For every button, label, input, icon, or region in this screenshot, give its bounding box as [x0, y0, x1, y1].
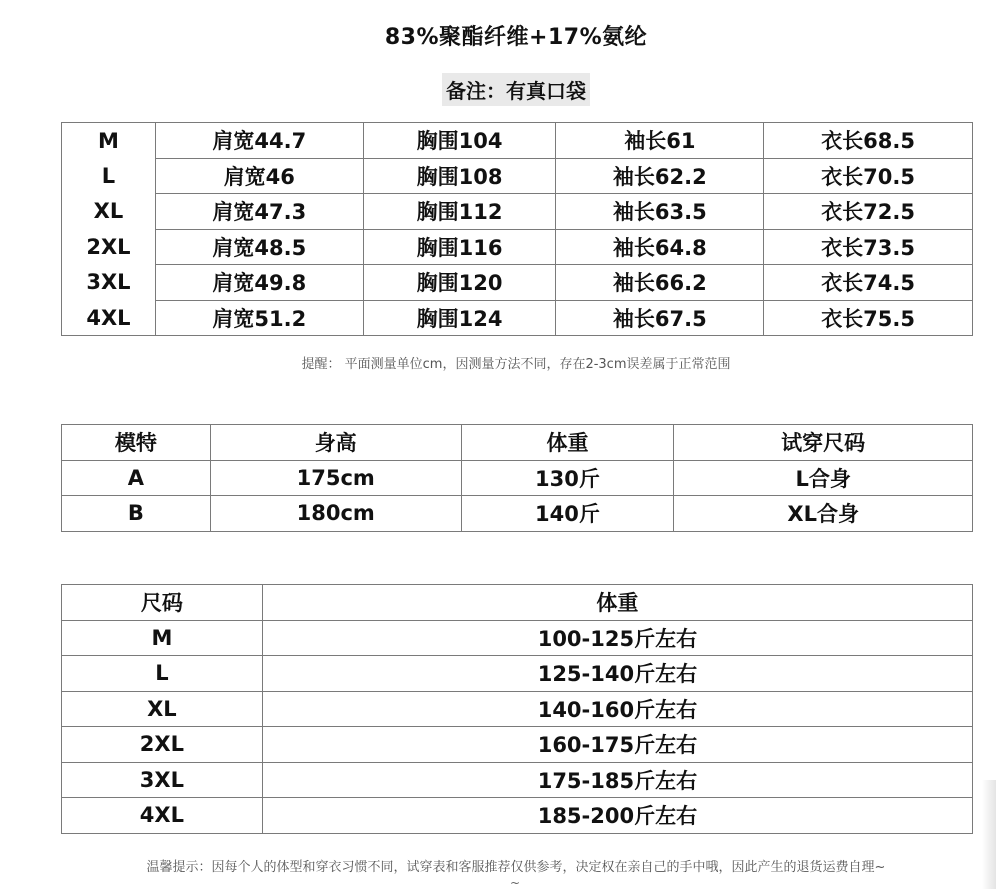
table-row: [62, 691, 973, 727]
size-label: M: [62, 123, 156, 159]
table-row: [62, 496, 973, 532]
weight-range: 125-140斤左右: [262, 656, 972, 692]
header-height: 身高: [210, 425, 461, 461]
model-weight: 140斤: [461, 496, 674, 532]
model-label: B: [62, 496, 211, 532]
sleeve-length: 袖长62.2: [556, 158, 764, 194]
header-weight: 体重: [262, 585, 972, 621]
table-row: [62, 727, 973, 763]
garment-length: 衣长74.5: [764, 265, 973, 301]
sleeve-length: 袖长61: [556, 123, 764, 159]
size-label: L: [62, 656, 263, 692]
model-height: 175cm: [210, 460, 461, 496]
shoulder-width: 肩宽49.8: [155, 265, 363, 301]
table-row: [62, 265, 973, 301]
table-header-row: [62, 425, 973, 461]
tip-tilde: ~: [510, 876, 521, 890]
table-row: [62, 158, 973, 194]
table-row: [62, 656, 973, 692]
size-measurement-table: [61, 122, 973, 336]
table-row: [62, 194, 973, 230]
model-fit-table: [61, 424, 973, 532]
size-label: 3XL: [62, 265, 156, 301]
chest: 胸围124: [363, 300, 556, 336]
header-fit-size: 试穿尺码: [674, 425, 973, 461]
material-title: 83%聚酯纤维+17%氨纶: [384, 25, 648, 50]
measurement-reminder: 提醒： 平面测量单位cm，因测量方法不同，存在2-3cm误差属于正常范围: [301, 357, 731, 372]
shoulder-width: 肩宽51.2: [155, 300, 363, 336]
warm-tip: 温馨提示：因每个人的体型和穿衣习惯不同，试穿表和客服推荐仅供参考，决定权在亲自己的手中哦，因此产生的退货运费自理~: [146, 860, 886, 875]
garment-length: 衣长68.5: [764, 123, 973, 159]
table-row: [62, 460, 973, 496]
table-row: [62, 620, 973, 656]
pocket-note: [0, 73, 996, 106]
size-label: XL: [62, 691, 263, 727]
garment-length: 衣长70.5: [764, 158, 973, 194]
weight-range: 140-160斤左右: [262, 691, 972, 727]
shoulder-width: 肩宽48.5: [155, 229, 363, 265]
shoulder-width: 肩宽47.3: [155, 194, 363, 230]
header-model: 模特: [62, 425, 211, 461]
chest: 胸围112: [363, 194, 556, 230]
header-size: 尺码: [62, 585, 263, 621]
shoulder-width: 肩宽44.7: [155, 123, 363, 159]
size-label: 2XL: [62, 229, 156, 265]
header-weight: 体重: [461, 425, 674, 461]
table-row: [62, 229, 973, 265]
model-height: 180cm: [210, 496, 461, 532]
garment-length: 衣长72.5: [764, 194, 973, 230]
weight-range: 185-200斤左右: [262, 798, 972, 834]
model-fit: L合身: [674, 460, 973, 496]
table-row: [62, 798, 973, 834]
size-label: 2XL: [62, 727, 263, 763]
size-label: XL: [62, 194, 156, 230]
table-row: [62, 300, 973, 336]
edge-shadow: [982, 780, 996, 889]
chest: 胸围116: [363, 229, 556, 265]
model-label: A: [62, 460, 211, 496]
garment-length: 衣长75.5: [764, 300, 973, 336]
chest: 胸围108: [363, 158, 556, 194]
sleeve-length: 袖长66.2: [556, 265, 764, 301]
size-label: 4XL: [62, 798, 263, 834]
size-label: M: [62, 620, 263, 656]
garment-length: 衣长73.5: [764, 229, 973, 265]
sleeve-length: 袖长64.8: [556, 229, 764, 265]
size-label: L: [62, 158, 156, 194]
model-fit: XL合身: [674, 496, 973, 532]
chest: 胸围120: [363, 265, 556, 301]
shoulder-width: 肩宽46: [155, 158, 363, 194]
sleeve-length: 袖长63.5: [556, 194, 764, 230]
table-row: [62, 123, 973, 159]
table-header-row: [62, 585, 973, 621]
weight-range: 100-125斤左右: [262, 620, 972, 656]
table-row: [62, 762, 973, 798]
size-label: 3XL: [62, 762, 263, 798]
sleeve-length: 袖长67.5: [556, 300, 764, 336]
chest: 胸围104: [363, 123, 556, 159]
model-weight: 130斤: [461, 460, 674, 496]
pocket-note-text: 备注：有真口袋: [442, 73, 590, 106]
size-label: 4XL: [62, 300, 156, 336]
size-weight-table: [61, 584, 973, 834]
weight-range: 160-175斤左右: [262, 727, 972, 763]
weight-range: 175-185斤左右: [262, 762, 972, 798]
